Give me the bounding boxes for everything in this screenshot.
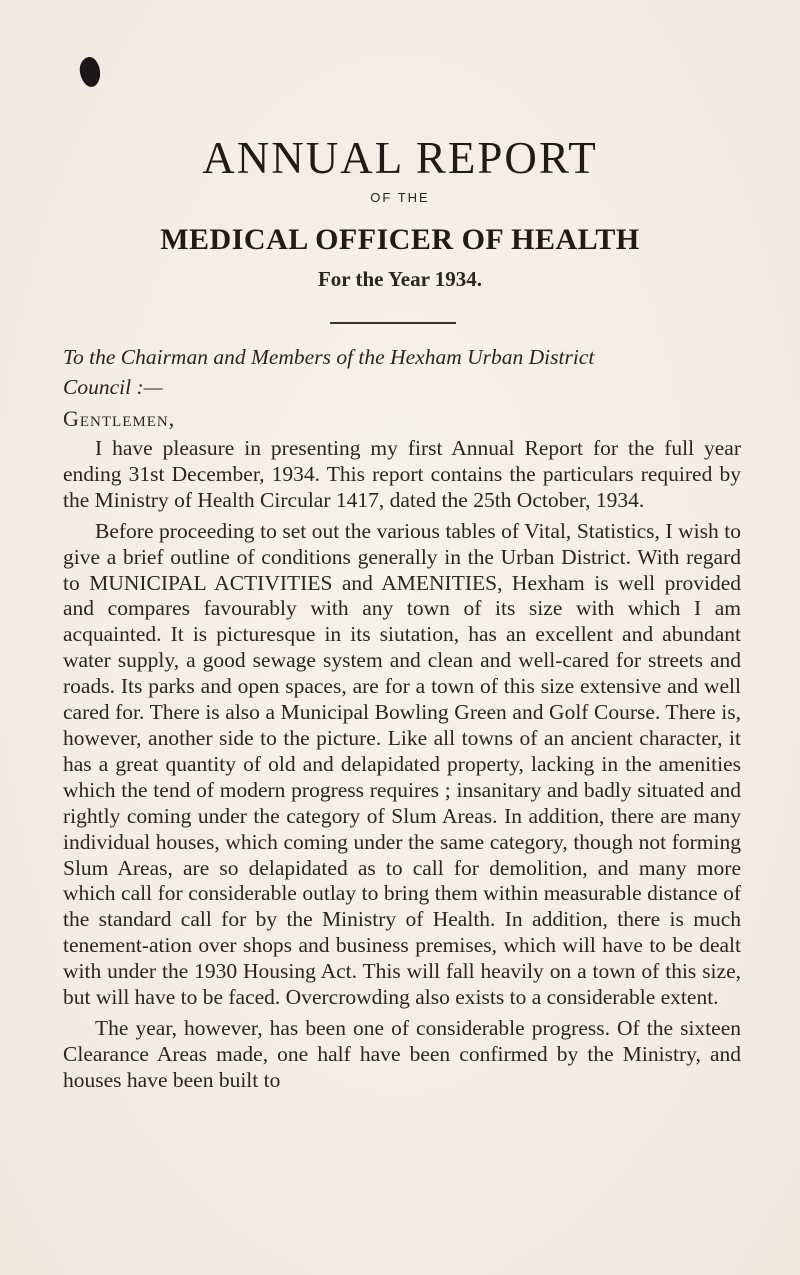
report-year: For the Year 1934. (317, 267, 483, 291)
salutation (63, 342, 743, 402)
divider-rule (330, 322, 456, 324)
paragraph: The year, however, has been one of considerable progress. Of the sixteen Clearance Areas made, one half have been confirmed by the Ministry, and houses have been built to (63, 1015, 741, 1092)
report-body (63, 436, 741, 1099)
report-title: ANNUAL REPORT (202, 133, 598, 183)
paragraph: Before proceeding to set out the various tables of Vital, Statistics, I wish to give a brief outline of conditions generally in the Urban District. With regard to MUNICIPAL ACTIVITIES and AMENITIES, Hexham is well provided and compares favourably with any town of its size with which I am acquainted. It is picturesque in its siutation, has an excellent and abundant water supply, a good sewage system and clean and well-cared for streets and roads. Its parks and open spaces, are for a town of this size extensive and well cared for. There is also a Municipal Bowling Green and Golf Course. There is, however, another side to the picture. Like all towns of an ancient character, it has a great quantity of old and delapidated property, lacking in the amenities which the tend of modern progress requires ; insanitary and badly situated and rightly coming under the category of Slum Areas. In addition, there are many individual houses, which coming under the same category, though not forming Slum Areas, are so delapidated as to call for demolition, and many more which call for considerable outlay to bring them within measurable distance of the standard call for by the Ministry of Health. In addition, there is much tenement-ation over shops and business premises, which will have to be dealt with under the 1930 Housing Act. This will fall heavily on a town of this size, but will have to be faced. Overcrowding also exists to a considerable extent. (63, 518, 741, 1010)
ink-blot (78, 56, 102, 88)
salutation-line-2: Council :— (63, 375, 163, 399)
report-heading: MEDICAL OFFICER OF HEALTH (160, 223, 640, 256)
report-subtitle: OF THE (370, 190, 430, 205)
salutation-line-1: To the Chairman and Members of the Hexham Urban District (63, 345, 595, 369)
paragraph: I have pleasure in presenting my first Annual Report for the full year ending 31st December, 1934. This report contains the particulars required by the Ministry of Health Circular 1417, dated the 25th October, 1934. (63, 436, 741, 512)
greeting: Gentlemen, (63, 406, 176, 431)
